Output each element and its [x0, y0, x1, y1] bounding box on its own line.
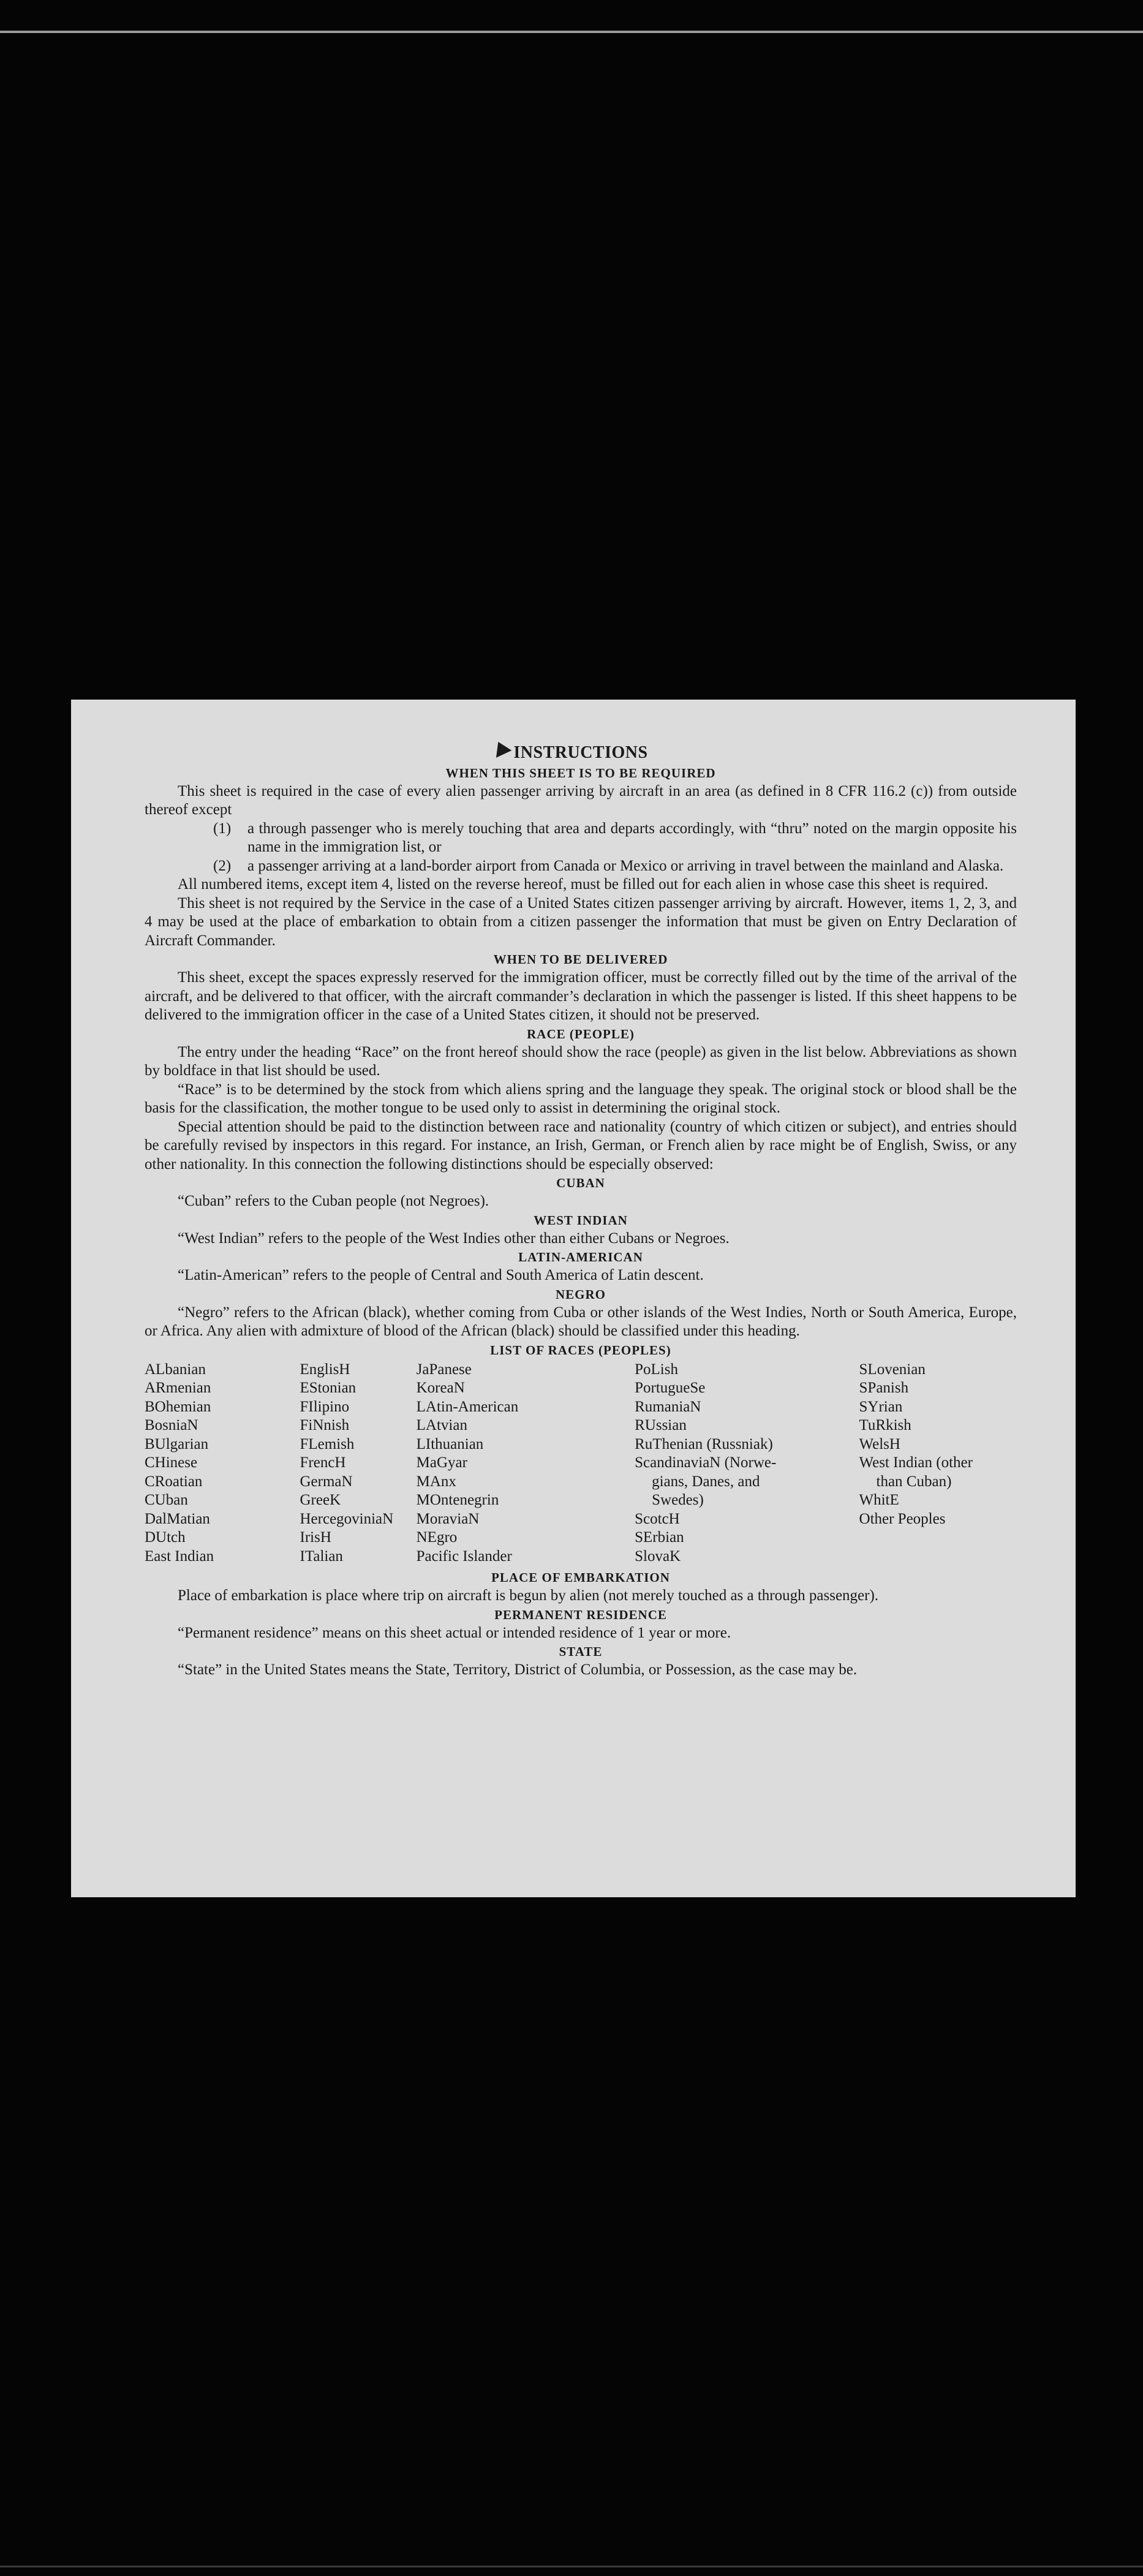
race-entry: CRoatian	[145, 1473, 203, 1490]
arrow-mark-icon	[491, 738, 512, 758]
paragraph-race-3: Special attention should be paid to the distinction between race and nationality (country of which citizen or subject), and entries should be carefully revised by inspectors in this regard. For instance, an Irish, German, or French alien by race might be of English, Swiss, or any other nationality. In this connection the following distinctions should be especially observed:	[145, 1118, 1017, 1173]
races-column-4	[635, 1361, 859, 1566]
race-entry: MoraviaN	[416, 1510, 480, 1527]
race-entry: BosniaN	[145, 1417, 198, 1433]
race-entry: ARmenian	[145, 1380, 211, 1396]
race-entry: CHinese	[145, 1454, 198, 1471]
paragraph-race-1: The entry under the heading “Race” on the front hereof should show the race (people) as given in the list below. Abbreviations as shown by boldface in that list should be used.	[145, 1043, 1017, 1079]
race-entry: SlovaK	[635, 1547, 681, 1565]
race-entry: FiNnish	[300, 1417, 350, 1433]
paragraph-race-2: “Race” is to be determined by the stock from which aliens spring and the language they speak. The original stock or blood shall be the basis for the classification, the mother tongue to be used only to assist in determining the original stock.	[145, 1081, 1017, 1116]
heading-when-delivered: WHEN TO BE DELIVERED	[493, 952, 668, 967]
scan-bottom-rule	[0, 2566, 1143, 2567]
paragraph-when-required-3: This sheet is not required by the Service in the case of a United States citizen passenger arriving by aircraft. However, items 1, 2, 3, and 4 may be used at the place of embarkation to obtain from a citizen passenger the information that must be given on Entry Declaration of Aircraft Commander.	[145, 894, 1017, 949]
race-entry: ScandinaviaN (Norwe-	[635, 1454, 777, 1471]
races-column-3	[417, 1361, 635, 1566]
paragraph-permanent-residence: “Permanent residence” means on this sheet actual or intended residence of 1 year or more.	[178, 1624, 731, 1641]
race-entry-continuation: than Cuban)	[876, 1473, 952, 1490]
race-entry: RUssian	[635, 1417, 687, 1433]
exception-text: a passenger arriving at a land-border airport from Canada or Mexico or arriving in travel between the mainland and Alaska.	[247, 857, 1004, 874]
exception-text: a through passenger who is merely touching that area and departs accordingly, with “thru” noted on the margin opposite his name in the immigration list, or	[247, 820, 1017, 855]
races-column-5	[859, 1361, 1017, 1566]
race-entry: RuThenian (Russniak)	[635, 1435, 773, 1452]
race-entry: GermaN	[300, 1473, 353, 1490]
heading-when-required: WHEN THIS SHEET IS TO BE REQUIRED	[445, 765, 716, 780]
race-entry: SErbian	[635, 1529, 684, 1546]
paragraph-cuban: “Cuban” refers to the Cuban people (not Negroes).	[178, 1193, 489, 1209]
scan-top-rule	[0, 31, 1143, 33]
sheet-title	[145, 744, 1017, 763]
race-entry: MaGyar	[416, 1454, 467, 1471]
race-entry: EnglisH	[300, 1361, 350, 1378]
race-entry: Pacific Islander	[416, 1547, 512, 1565]
instruction-sheet	[71, 700, 1076, 1897]
race-entry: BUlgarian	[145, 1435, 209, 1452]
race-entry: ScotcH	[635, 1510, 680, 1527]
races-list	[145, 1361, 1017, 1566]
heading-west-indian: WEST INDIAN	[534, 1212, 628, 1228]
race-entry: Other Peoples	[859, 1510, 946, 1527]
heading-cuban: CUBAN	[556, 1176, 605, 1190]
paragraph-negro: “Negro” refers to the African (black), whether coming from Cuba or other islands of the West Indies, North or South America, Europe, or Africa. Any alien with admixture of blood of the African (black) should be classified under this heading.	[145, 1304, 1017, 1339]
heading-negro: NEGRO	[555, 1286, 606, 1302]
race-entry: FrencH	[300, 1454, 346, 1471]
paragraph-when-delivered: This sheet, except the spaces expressly reserved for the immigration officer, must be correctly filled out by the time of the arrival of the aircraft, and be delivered to that officer, with the aircraft commander’s declaration in which the passenger is listed. If this sheet happens to be delivered to the immigration officer in the case of a United States citizen, it should not be preserved.	[145, 969, 1017, 1023]
race-entry: NEgro	[416, 1529, 458, 1546]
race-entry-continuation: Swedes)	[652, 1492, 704, 1508]
paragraph-state: “State” in the United States means the State, Territory, District of Columbia, or Possession, as the case may be.	[178, 1661, 858, 1678]
race-entry: CUban	[145, 1492, 188, 1508]
race-entry: MOntenegrin	[416, 1492, 499, 1508]
race-entry: SPanish	[859, 1380, 909, 1396]
race-entry: KoreaN	[416, 1380, 465, 1396]
race-entry: DalMatian	[145, 1510, 210, 1527]
race-entry: PoLish	[635, 1361, 678, 1378]
race-entry: FLemish	[300, 1435, 355, 1452]
race-entry: FIlipino	[300, 1398, 350, 1415]
exception-number: (2)	[213, 857, 232, 874]
race-entry: LAtin-American	[416, 1398, 519, 1415]
heading-races-list: LIST OF RACES (PEOPLES)	[490, 1342, 671, 1358]
race-entry: SLovenian	[859, 1361, 926, 1378]
race-entry: PortugueSe	[635, 1380, 706, 1396]
race-entry: LAtvian	[416, 1417, 467, 1433]
race-entry: GreeK	[300, 1492, 341, 1508]
heading-state: STATE	[559, 1644, 603, 1659]
race-entry: HercegoviniaN	[300, 1510, 394, 1527]
race-entry: ITalian	[300, 1547, 343, 1565]
race-entry-continuation: gians, Danes, and	[652, 1473, 760, 1490]
exception-item-2	[145, 857, 1017, 876]
race-entry: WelsH	[859, 1435, 900, 1452]
race-entry: IrisH	[300, 1529, 331, 1546]
sheet-title-text: INSTRUCTIONS	[513, 743, 648, 762]
paragraph-latin-american: “Latin-American” refers to the people of Central and South America of Latin descent.	[178, 1267, 704, 1283]
race-entry: SYrian	[859, 1398, 903, 1415]
heading-embarkation: PLACE OF EMBARKATION	[491, 1570, 670, 1585]
race-entry: BOhemian	[145, 1398, 211, 1415]
races-column-1	[145, 1361, 300, 1566]
exception-item-1	[145, 820, 1017, 857]
paragraph-west-indian: “West Indian” refers to the people of the West Indies other than either Cubans or Negroes.	[178, 1229, 730, 1247]
heading-race: RACE (PEOPLE)	[527, 1026, 635, 1041]
race-entry: MAnx	[416, 1473, 456, 1490]
exception-number: (1)	[213, 820, 232, 837]
paragraph-when-required-2: All numbered items, except item 4, listed on the reverse hereof, must be filled out for each alien in whose case this sheet is required.	[178, 876, 989, 893]
race-entry: RumaniaN	[635, 1398, 701, 1415]
race-entry: DUtch	[145, 1529, 186, 1546]
heading-permanent-residence: PERMANENT RESIDENCE	[494, 1607, 667, 1622]
paragraph-when-required-1: This sheet is required in the case of every alien passenger arriving by aircraft in an area (as defined in 8 CFR 116.2 (c)) from outside thereof except	[145, 782, 1017, 818]
race-entry: ALbanian	[145, 1361, 206, 1378]
race-entry: East Indian	[145, 1547, 214, 1565]
paragraph-embarkation: Place of embarkation is place where trip on aircraft is begun by alien (not merely touched as a through passenger).	[178, 1587, 879, 1604]
races-column-2	[300, 1361, 417, 1566]
heading-latin-american: LATIN-AMERICAN	[518, 1250, 643, 1264]
race-entry: LIthuanian	[416, 1435, 484, 1452]
race-entry: EStonian	[300, 1380, 356, 1396]
race-entry: West Indian (other	[859, 1454, 973, 1471]
race-entry: JaPanese	[416, 1361, 472, 1378]
race-entry: TuRkish	[859, 1417, 911, 1433]
race-entry: WhitE	[859, 1492, 899, 1508]
